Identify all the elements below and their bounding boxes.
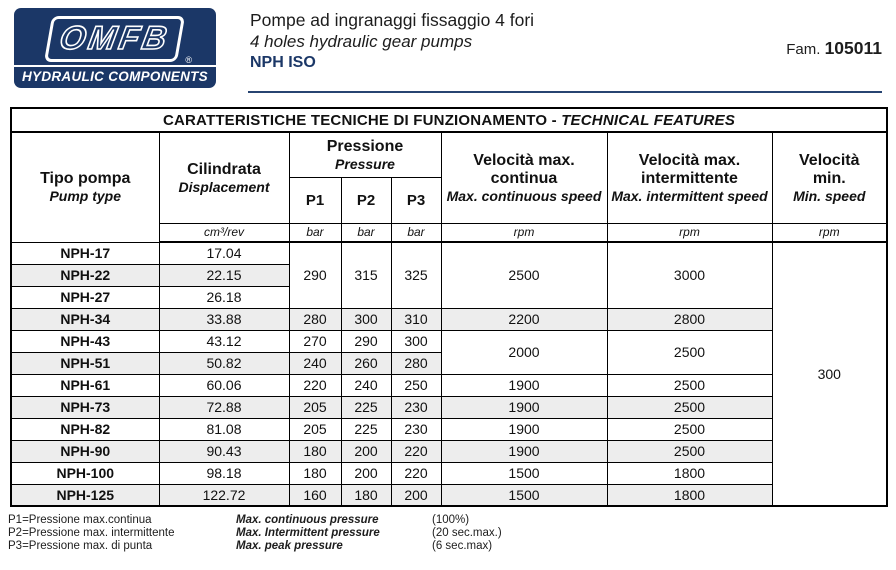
p3-cell: 230 (391, 418, 441, 440)
displacement-cell: 17.04 (159, 242, 289, 264)
header-row-1 (11, 132, 887, 177)
min-speed-cell: 300 (772, 242, 887, 506)
table-row-nph-90 (11, 440, 887, 462)
pump-name-cell: NPH-51 (11, 352, 159, 374)
legend-p3-it: P3=Pressione max. di punta (8, 540, 153, 552)
logo-outline-box (44, 16, 185, 62)
max-intermittent-label-it: Velocità max. intermittente (638, 151, 741, 187)
displacement-cell: 81.08 (159, 418, 289, 440)
legend-p1-note: (100%) (432, 514, 470, 526)
intermittent-speed-cell: 2500 (607, 440, 772, 462)
brand-logo (14, 8, 216, 88)
family-code (786, 38, 882, 59)
p2-cell: 260 (341, 352, 391, 374)
displacement-cell: 90.43 (159, 440, 289, 462)
table-row-nph-73 (11, 396, 887, 418)
p1-cell: 220 (289, 374, 341, 396)
continuous-speed-cell: 1500 (441, 484, 607, 506)
p1-cell: 180 (289, 462, 341, 484)
displacement-cell: 26.18 (159, 286, 289, 308)
technical-features-table (10, 107, 888, 507)
table-title-italian: CARATTERISTICHE TECNICHE DI FUNZIONAMENTO - (162, 111, 557, 129)
table-title-row (11, 108, 887, 132)
table-row-nph-100 (11, 462, 887, 484)
pump-name-cell: NPH-22 (11, 264, 159, 286)
legend-p1-en: Max. continuous pressure (236, 514, 379, 526)
p1-cell: 205 (289, 396, 341, 418)
p3-cell: 220 (391, 462, 441, 484)
displacement-cell: 43.12 (159, 330, 289, 352)
p3-cell: 250 (391, 374, 441, 396)
family-number: 105011 (824, 38, 882, 58)
intermittent-speed-cell: 3000 (607, 242, 772, 308)
p3-cell: 230 (391, 396, 441, 418)
table-row-nph-34 (11, 308, 887, 330)
p1-cell: 160 (289, 484, 341, 506)
p2-cell: 290 (341, 330, 391, 352)
p3-cell: 280 (391, 352, 441, 374)
p1-cell: 280 (289, 308, 341, 330)
intermittent-speed-cell: 2500 (607, 374, 772, 396)
pump-name-cell: NPH-90 (11, 440, 159, 462)
logo-tagline: HYDRAULIC COMPONENTS (21, 69, 208, 84)
pump-name-cell: NPH-43 (11, 330, 159, 352)
displacement-cell: 60.06 (159, 374, 289, 396)
doc-title-italian: Pompe ad ingranaggi fissaggio 4 fori (250, 10, 535, 30)
continuous-speed-cell: 2200 (441, 308, 607, 330)
table-row-nph-82 (11, 418, 887, 440)
pump-name-cell: NPH-34 (11, 308, 159, 330)
legend-p2-note: (20 sec.max.) (432, 527, 502, 539)
pump-name-cell: NPH-73 (11, 396, 159, 418)
p3-cell: 325 (391, 242, 441, 308)
p1-cell: 180 (289, 440, 341, 462)
table-row-nph-125 (11, 484, 887, 506)
col-header-p3: P3 (391, 177, 441, 223)
p2-cell: 300 (341, 308, 391, 330)
displacement-cell: 98.18 (159, 462, 289, 484)
document-titles (250, 10, 534, 73)
pump-name-cell: NPH-82 (11, 418, 159, 440)
max-intermittent-label-en: Max. intermittent speed (611, 187, 768, 204)
p1-cell: 290 (289, 242, 341, 308)
intermittent-speed-cell: 2500 (607, 418, 772, 440)
p3-cell: 310 (391, 308, 441, 330)
displacement-cell: 122.72 (159, 484, 289, 506)
pump-name-cell: NPH-17 (11, 242, 159, 264)
logo-wordmark-area (14, 8, 216, 65)
min-speed-label-en: Min. speed (793, 187, 866, 204)
intermittent-speed-cell: 2500 (607, 396, 772, 418)
col-header-p2: P2 (341, 177, 391, 223)
unit-max-continuous: rpm (441, 223, 607, 242)
p2-cell: 200 (341, 462, 391, 484)
p2-cell: 225 (341, 418, 391, 440)
header-separator-line (248, 91, 882, 93)
pump-name-cell: NPH-125 (11, 484, 159, 506)
p1-cell: 270 (289, 330, 341, 352)
family-label: Fam. (786, 41, 821, 58)
intermittent-speed-cell: 1800 (607, 462, 772, 484)
col-header-max-continuous (441, 132, 607, 223)
table-row-nph-17 (11, 242, 887, 264)
col-header-p1: P1 (289, 177, 341, 223)
displacement-cell: 22.15 (159, 264, 289, 286)
displacement-label-it: Cilindrata (187, 160, 261, 178)
legend-p3-en: Max. peak pressure (236, 540, 343, 552)
p2-cell: 225 (341, 396, 391, 418)
continuous-speed-cell: 1900 (441, 418, 607, 440)
intermittent-speed-cell: 2800 (607, 308, 772, 330)
series-name: NPH ISO (250, 54, 316, 71)
registered-trademark-icon: ® (185, 55, 192, 65)
col-header-max-intermittent (607, 132, 772, 223)
unit-p3: bar (391, 223, 441, 242)
table-title-english: TECHNICAL FEATURES (561, 111, 736, 129)
pump-name-cell: NPH-27 (11, 286, 159, 308)
continuous-speed-cell: 1900 (441, 396, 607, 418)
legend-p2-it: P2=Pressione max. intermittente (8, 527, 175, 539)
min-speed-label-it: Velocità min. (799, 151, 860, 187)
pressure-legend (8, 514, 502, 553)
continuous-speed-cell: 1500 (441, 462, 607, 484)
pressure-label-it: Pressione (326, 137, 404, 155)
unit-p2: bar (341, 223, 391, 242)
legend-p1-it: P1=Pressione max.continua (8, 514, 152, 526)
pump-name-cell: NPH-100 (11, 462, 159, 484)
p3-cell: 220 (391, 440, 441, 462)
unit-min-speed: rpm (772, 223, 887, 242)
p2-cell: 315 (341, 242, 391, 308)
table-row-nph-61 (11, 374, 887, 396)
displacement-cell: 50.82 (159, 352, 289, 374)
omfb-wordmark: OMFB (57, 18, 174, 56)
p3-cell: 200 (391, 484, 441, 506)
p1-cell: 205 (289, 418, 341, 440)
table-row-nph-43 (11, 330, 887, 352)
col-header-min-speed (772, 132, 887, 223)
col-header-pressure (289, 132, 441, 177)
unit-displacement: cm³/rev (159, 223, 289, 242)
intermittent-speed-cell: 1800 (607, 484, 772, 506)
table-title (11, 108, 887, 132)
col-header-displacement (159, 132, 289, 223)
unit-max-intermittent: rpm (607, 223, 772, 242)
pressure-label-en: Pressure (335, 155, 395, 172)
pump-name-cell: NPH-61 (11, 374, 159, 396)
col-header-pump-type (11, 132, 159, 242)
p2-cell: 200 (341, 440, 391, 462)
continuous-speed-cell: 1900 (441, 374, 607, 396)
pump-type-label-it: Tipo pompa (40, 170, 131, 188)
continuous-speed-cell: 1900 (441, 440, 607, 462)
p1-cell: 240 (289, 352, 341, 374)
doc-title-english: 4 holes hydraulic gear pumps (250, 32, 473, 51)
displacement-cell: 33.88 (159, 308, 289, 330)
continuous-speed-cell: 2500 (441, 242, 607, 308)
displacement-cell: 72.88 (159, 396, 289, 418)
displacement-label-en: Displacement (178, 178, 270, 195)
legend-p3-note: (6 sec.max) (432, 540, 493, 552)
p2-cell: 240 (341, 374, 391, 396)
legend-p2-en: Max. Intermittent pressure (236, 527, 380, 539)
unit-p1: bar (289, 223, 341, 242)
intermittent-speed-cell: 2500 (607, 330, 772, 374)
p3-cell: 300 (391, 330, 441, 352)
pump-type-label-en: Pump type (49, 188, 122, 205)
continuous-speed-cell: 2000 (441, 330, 607, 374)
max-continuous-label-it: Velocità max. continua (473, 151, 575, 187)
p2-cell: 180 (341, 484, 391, 506)
max-continuous-label-en: Max. continuous speed (446, 187, 602, 204)
